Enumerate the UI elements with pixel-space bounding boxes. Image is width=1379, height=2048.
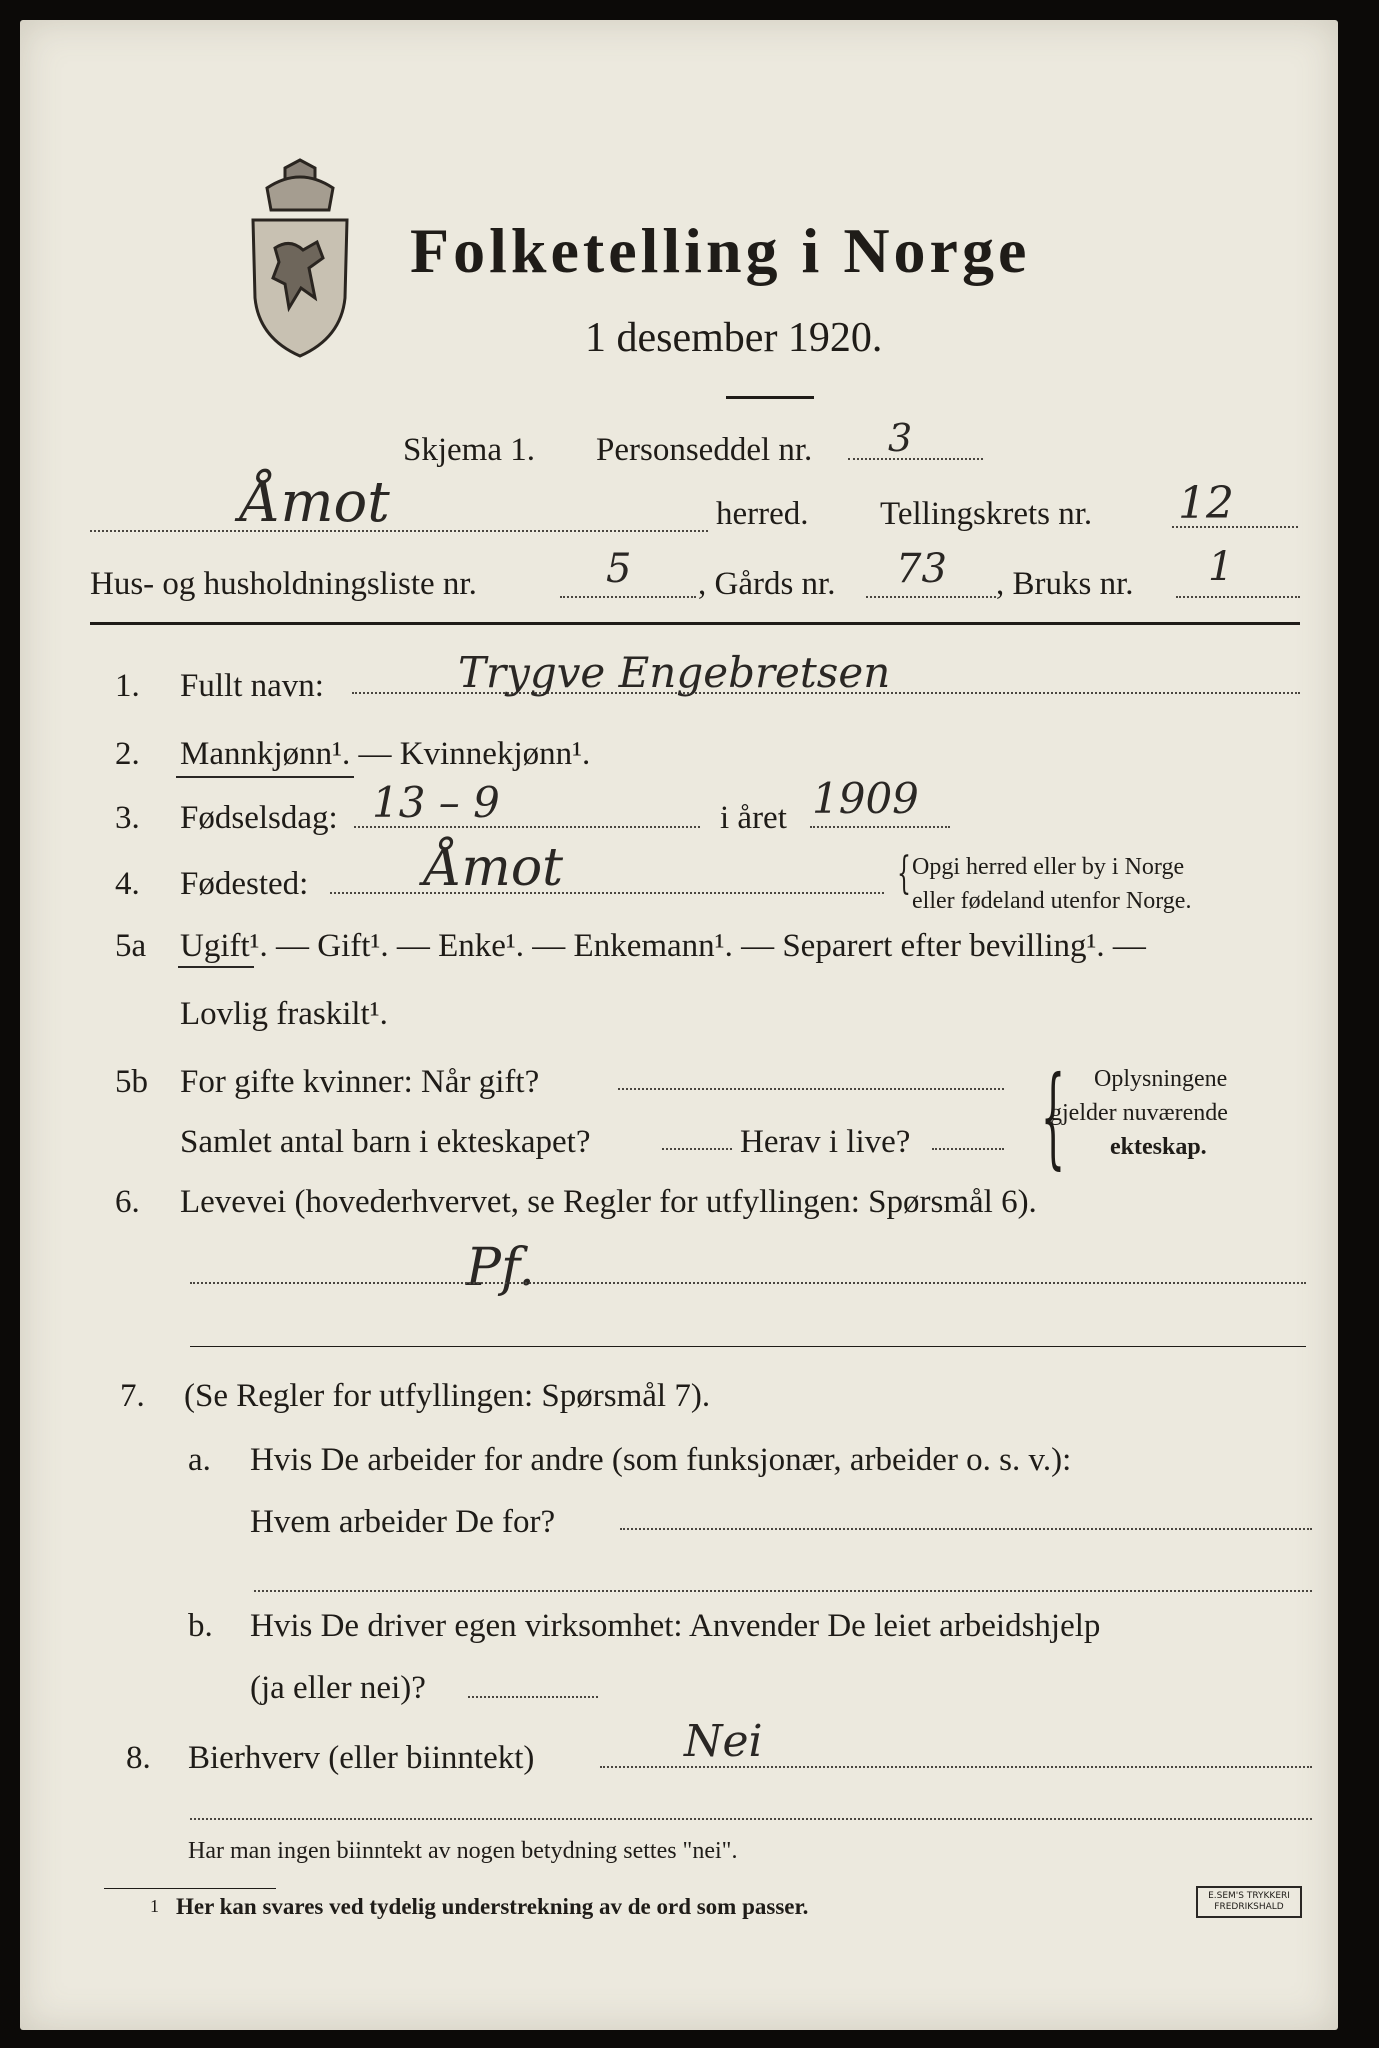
q6-label: Levevei (hovederhvervet, se Regler for utfyllingen: Spørsmål 6).	[180, 1184, 1037, 1220]
tellingskrets-label: Tellingskrets nr.	[880, 496, 1093, 532]
q6-line2	[190, 1346, 1306, 1347]
q3-year-label: i året	[720, 800, 787, 836]
printer-line1: E.SEM'S TRYKKERI	[1208, 1891, 1290, 1901]
q6-number: 6.	[115, 1184, 140, 1220]
q4-number: 4.	[115, 866, 140, 902]
hus-label: Hus- og husholdningsliste nr.	[90, 566, 477, 602]
q7a-extra-line	[254, 1590, 1312, 1592]
q4-note-line1: Opgi herred eller by i Norge	[912, 854, 1185, 880]
q3-value: 13 – 9	[372, 778, 500, 827]
herred-value: Åmot	[240, 470, 390, 535]
form-title: Folketelling i Norge	[410, 215, 1031, 286]
printer-line2: FREDRIKSHALD	[1214, 1902, 1284, 1912]
bruks-label: , Bruks nr.	[996, 566, 1134, 602]
footnote-number: 1	[150, 1896, 159, 1916]
hus-value: 5	[606, 546, 632, 592]
q8-extra-line	[190, 1818, 1312, 1820]
q7b-line2: (ja eller nei)?	[250, 1670, 426, 1706]
q3-number: 3.	[115, 800, 140, 836]
header-divider	[90, 622, 1300, 625]
footnote-text: Her kan svares ved tydelig understrekning av de ord som passer.	[176, 1894, 809, 1919]
footnote-divider	[104, 1888, 276, 1889]
q3-year-value: 1909	[812, 774, 919, 823]
title-divider	[726, 396, 814, 399]
q7a-letter: a.	[188, 1442, 211, 1478]
q8-number: 8.	[126, 1740, 151, 1776]
q5b-line2a: Samlet antal barn i ekteskapet?	[180, 1124, 591, 1160]
q7a-employer-line	[620, 1528, 1312, 1530]
q5b-line2b: Herav i live?	[740, 1124, 911, 1160]
q2-label: Mannkjønn¹. — Kvinnekjønn¹.	[180, 736, 591, 772]
q4-label: Fødested:	[180, 866, 309, 902]
q5a-number: 5a	[115, 928, 147, 964]
q2-underline-mannkjonn	[176, 776, 354, 778]
personseddel-line	[848, 458, 983, 460]
q1-number: 1.	[115, 668, 140, 704]
coat-of-arms-icon	[245, 158, 355, 360]
q4-value: Åmot	[424, 838, 564, 898]
hus-line	[560, 596, 696, 598]
herred-label: herred.	[716, 496, 809, 532]
herred-line	[90, 530, 708, 532]
schema-label: Skjema 1.	[403, 432, 535, 468]
q5b-note-line1: Oplysningene	[1094, 1066, 1228, 1092]
bruks-line	[1176, 596, 1300, 598]
q7-number: 7.	[120, 1378, 145, 1414]
q5b-alive-line	[932, 1148, 1004, 1150]
q4-note-line2: eller fødeland utenfor Norge.	[912, 888, 1192, 914]
q6-line1	[190, 1282, 1306, 1284]
q7a-line2: Hvem arbeider De for?	[250, 1504, 556, 1540]
q1-label: Fullt navn:	[180, 668, 324, 704]
q5b-note-line3: ekteskap.	[1110, 1134, 1207, 1160]
q5b-children-line	[662, 1148, 732, 1150]
q8-label: Bierhverv (eller biinntekt)	[188, 1740, 535, 1776]
q5a-underline-ugift	[178, 966, 254, 968]
q7b-letter: b.	[188, 1608, 213, 1644]
q5b-when-line	[618, 1088, 1004, 1090]
q1-value: Trygve Engebretsen	[458, 648, 891, 697]
printer-mark	[1196, 1886, 1302, 1918]
q8-value: Nei	[684, 1716, 763, 1767]
personseddel-label: Personseddel nr.	[596, 432, 813, 468]
gards-label: , Gårds nr.	[698, 566, 836, 602]
q5a-line2: Lovlig fraskilt¹.	[180, 996, 388, 1032]
q4-note-brace: {	[897, 848, 911, 899]
q5b-number: 5b	[115, 1064, 148, 1100]
gards-line	[866, 596, 996, 598]
personseddel-value: 3	[888, 416, 913, 460]
q6-value: Pf.	[466, 1238, 535, 1298]
q4-line	[330, 892, 884, 894]
q5b-note-line2: gjelder nuværende	[1050, 1100, 1228, 1126]
q3-year-line	[810, 826, 950, 828]
footer-note: Har man ingen biinntekt av nogen betydning settes "nei".	[188, 1838, 738, 1864]
q7b-line1: Hvis De driver egen virksomhet: Anvender De leiet arbeidshjelp	[250, 1608, 1101, 1644]
q7a-line1: Hvis De arbeider for andre (som funksjonær, arbeider o. s. v.):	[250, 1442, 1072, 1478]
q5a-line1: Ugift¹. — Gift¹. — Enke¹. — Enkemann¹. — Separert efter bevilling¹. —	[180, 928, 1146, 964]
tellingskrets-value: 12	[1178, 478, 1234, 529]
q2-number: 2.	[115, 736, 140, 772]
bruks-value: 1	[1208, 544, 1234, 590]
gards-value: 73	[896, 546, 947, 592]
q3-label: Fødselsdag:	[180, 800, 338, 836]
q7b-answer-line	[468, 1696, 598, 1698]
q5b-line1: For gifte kvinner: Når gift?	[180, 1064, 540, 1100]
census-date: 1 desember 1920.	[585, 315, 883, 361]
q5b-note-brace: {	[1040, 1052, 1066, 1180]
q7-label: (Se Regler for utfyllingen: Spørsmål 7).	[184, 1378, 711, 1414]
